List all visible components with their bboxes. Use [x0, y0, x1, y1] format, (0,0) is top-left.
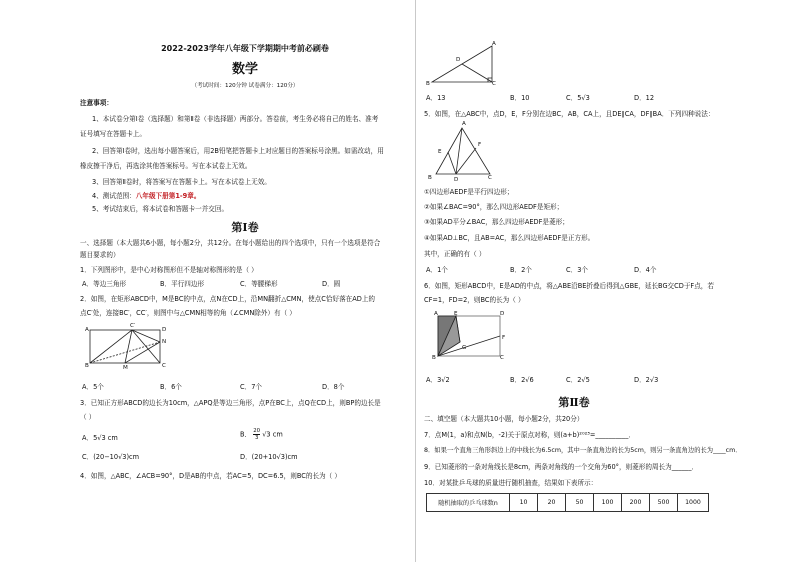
table-cell: 100 — [594, 494, 622, 512]
q6-option-b: B．2√6 — [510, 376, 534, 384]
table-row — [427, 494, 709, 512]
fraction-denominator: 3 — [254, 435, 259, 441]
q2-stem: 2．如图，在矩形ABCD中，M是BC的中点，点N在CD上，沿MN翻折△CMN，使点C恰好落在AD上的 — [80, 295, 376, 303]
exam-title: 2022-2023学年八年级下学期期中考前必刷卷 — [161, 44, 329, 53]
section1-intro: 题目要求的） — [80, 251, 120, 259]
q1-option-c: C．等腰梯形 — [240, 280, 278, 288]
q6-stem: 6．如图，矩形ABCD中，E是AD的中点，将△ABE沿BE折叠后得到△GBE，延长BG交CD于F点，若 — [424, 282, 714, 290]
note-item: 橡皮擦干净后，再选涂其他答案标号。写在本试卷上无效。 — [80, 162, 252, 170]
q6-label-f: F — [502, 335, 506, 341]
q6-label-a: A — [434, 311, 438, 317]
q9-stem: 9．已知菱形的一条对角线长是8cm，两条对角线的一个交角为60°，则菱形的周长为______． — [424, 463, 699, 471]
q5-question: 其中，正确的有（ ） — [424, 250, 486, 258]
section1-intro: 一、选择题（本大题共6小题，每小题2分，共12分。在每小题给出的四个选项中，只有一个选项是符合 — [80, 239, 381, 247]
q10-stem: 10．对某批乒乓球的质量进行随机抽查，结果如下表所示： — [424, 479, 598, 487]
q5-label-b: B — [428, 175, 432, 181]
q1-option-b: B．平行四边形 — [160, 280, 205, 288]
q5-statement: ③如果AD平分∠BAC，那么四边形AEDF是菱形； — [424, 218, 569, 226]
q4-option-d: D．12 — [634, 94, 655, 102]
q2-label-b: B — [85, 363, 89, 369]
q2-label-cprime: C′ — [130, 323, 136, 329]
q10-table — [426, 493, 709, 512]
right-column — [424, 0, 742, 562]
exam-info: （考试时间：120分钟 试卷满分：120分） — [191, 83, 299, 89]
table-cell: 10 — [510, 494, 538, 512]
q1-option-a: A．等边三角形 — [82, 280, 127, 288]
q4-option-a: A．13 — [426, 94, 446, 102]
q5-statement: ②如果∠BAC=90°，那么四边形AEDF是矩形； — [424, 203, 564, 211]
subject-title: 数学 — [231, 62, 258, 77]
q5-label-f: F — [478, 142, 482, 148]
note-item: 证号填写在答题卡上。 — [80, 130, 146, 138]
scope-value: 八年级下册第1-9章。 — [135, 192, 201, 200]
q4-option-c: C．5√3 — [566, 94, 590, 102]
table-cell: 50 — [566, 494, 594, 512]
table-cell: 20 — [538, 494, 566, 512]
q6-figure — [436, 312, 504, 362]
q4-label-a: A — [492, 41, 496, 47]
q4-label-b: B — [426, 81, 430, 87]
q2-label-c: C — [162, 363, 166, 369]
q2-option-c: C．7个 — [240, 383, 262, 391]
q5-statement: ④如果AD⊥BC，且AB=AC，那么四边形AEDF是正方形。 — [424, 234, 595, 242]
q3-option-a: A．5√3 cm — [82, 434, 118, 442]
q5-label-d: D — [454, 177, 459, 183]
q6-option-d: D．2√3 — [634, 376, 659, 384]
q2-stem: 点C′处，连接BC′，CC′，则图中与△CMN相等的角（∠CMN除外）有（ ） — [80, 309, 296, 317]
q4-label-d: D — [456, 57, 461, 63]
q6-label-c: C — [500, 355, 504, 361]
q4-stem: 4．如图，△ABC，∠ACB=90°，D是AB的中点，若AC=5，DC=6.5，则BC的长为（ ） — [80, 472, 341, 480]
q3-option-b-prefix: B． — [240, 430, 252, 439]
q6-label-g: G — [462, 345, 467, 351]
q3-stem: （ ） — [80, 413, 96, 421]
q5-option-c: C．3个 — [566, 266, 588, 274]
q5-label-c: C — [488, 175, 492, 181]
q6-option-a: A．3√2 — [426, 376, 450, 384]
left-column — [80, 0, 410, 562]
scope-label: 4、测试范围： — [92, 192, 136, 200]
table-cell: 500 — [650, 494, 678, 512]
q3-option-b-suffix: √3 cm — [262, 430, 283, 439]
q6-label-d: D — [500, 311, 505, 317]
q5-label-e: E — [438, 149, 442, 155]
section2-intro: 二、填空题（本大题共10小题，每小题2分，共20分） — [424, 415, 584, 423]
table-cell: 1000 — [678, 494, 709, 512]
q5-statement: ①四边形AEDF是平行四边形； — [424, 188, 514, 196]
note-item: 3、回答第Ⅱ卷时，将答案写在答题卡上。写在本试卷上无效。 — [92, 178, 271, 186]
q2-label-m: M — [123, 365, 128, 371]
q5-option-d: D．4个 — [634, 266, 657, 274]
q6-stem: CF=1，FD=2，则BC的长为（ ） — [424, 296, 525, 304]
q5-label-a: A — [462, 121, 466, 127]
note-item-scope — [92, 192, 200, 200]
q3-stem: 3．已知正方形ABCD的边长为10cm，△APQ是等边三角形，点P在BC上，点Q在CD上，则BP的边长是 — [80, 399, 381, 407]
fold-line — [415, 0, 416, 562]
q1-stem: 1．下列图形中，是中心对称图形但不是轴对称图形的是（ ） — [80, 266, 258, 274]
table-cell: 200 — [622, 494, 650, 512]
q2-option-d: D．8个 — [322, 383, 345, 391]
q1-option-d: D．圆 — [322, 280, 341, 288]
fraction — [253, 428, 260, 441]
q4-option-b: B．10 — [510, 94, 530, 102]
q3-option-c: C．(20−10√3)cm — [82, 453, 140, 461]
q3-option-d: D．(20+10√3)cm — [240, 453, 298, 461]
q7-stem: 7．点M(1，a)和点N(b，-2)关于原点对称，则(a+b)²⁰²³=__________． — [424, 431, 635, 439]
note-item: 5、考试结束后，将本试卷和答题卡一并交回。 — [92, 205, 229, 213]
section1-title: 第Ⅰ卷 — [231, 221, 259, 234]
notes-heading: 注意事项： — [80, 99, 113, 107]
note-item: 2、回答第Ⅰ卷时，选出每小题答案后，用2B铅笔把答题卡上对应题目的答案标号涂黑。如需改动，用 — [92, 147, 384, 155]
section2-title: 第Ⅱ卷 — [558, 396, 590, 409]
fraction-numerator: 20 — [253, 428, 261, 434]
q5-option-b: B．2个 — [510, 266, 532, 274]
q2-option-a: A．5个 — [82, 383, 104, 391]
q5-stem: 5．如图，在△ABC中，点D，E，F分别在边BC，AB，CA上，且DE∥CA，DF∥BA．下列四种说法： — [424, 110, 715, 118]
q5-option-a: A．1个 — [426, 266, 448, 274]
q2-label-n: N — [162, 339, 167, 345]
q3-option-b — [240, 428, 283, 441]
q2-label-a: A — [85, 327, 89, 333]
q6-label-b: B — [432, 355, 436, 361]
note-item: 1、本试卷分第Ⅰ卷（选择题）和第Ⅱ卷（非选择题）两部分。答卷前，考生务必将自己的姓名、准考 — [92, 115, 379, 123]
q4-label-c: C — [492, 81, 496, 87]
q2-label-d: D — [162, 327, 167, 333]
table-header-cell: 随机抽取的乒乓球数n — [427, 494, 510, 512]
q2-option-b: B．6个 — [160, 383, 182, 391]
q6-option-c: C．2√5 — [566, 376, 590, 384]
q8-stem: 8．如果一个直角三角形斜边上的中线长为6.5cm，其中一条直角边的长为5cm，则另一条直角边的长为____cm． — [424, 447, 742, 454]
q6-label-e: E — [454, 311, 458, 317]
